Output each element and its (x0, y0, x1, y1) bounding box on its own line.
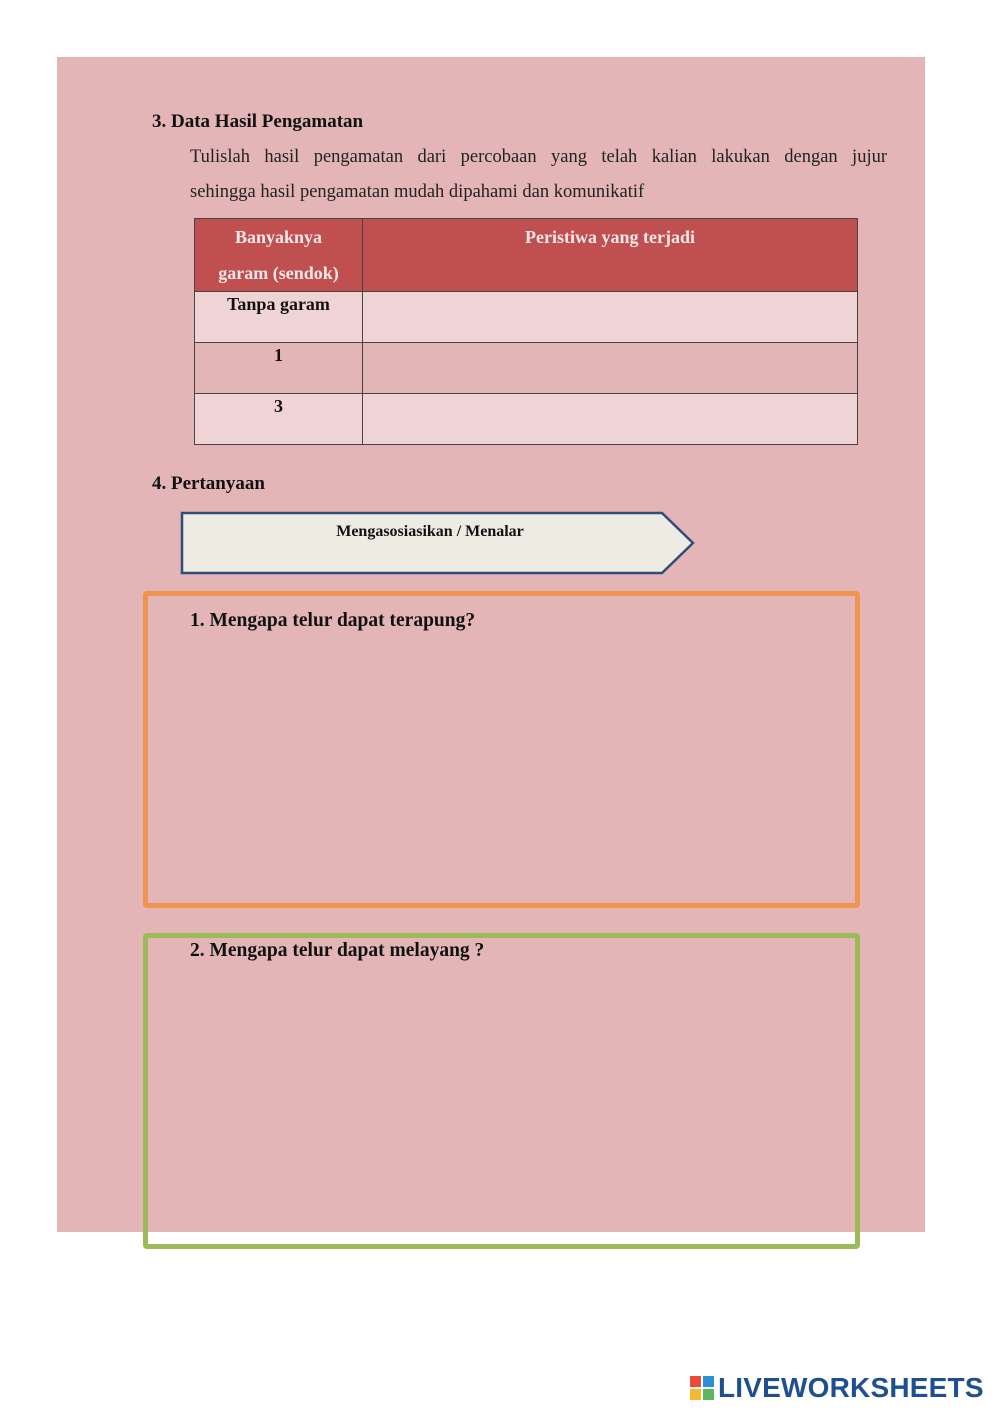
header-amount-line-1: Banyaknya (234, 227, 323, 247)
table-header-row (195, 219, 858, 292)
answer-box-2[interactable] (143, 933, 860, 1249)
instruction-line-2: sehingga hasil pengamatan mudah dipahami dan komunikatif (190, 182, 645, 202)
table-row (195, 343, 858, 394)
section-3-heading: 3. Data Hasil Pengamatan (152, 111, 364, 132)
liveworksheets-logo (690, 1371, 984, 1405)
banner-arrow-shape (180, 511, 696, 575)
answer-box-1[interactable] (143, 591, 860, 908)
table-row (195, 394, 858, 445)
section-4-heading: 4. Pertanyaan (152, 473, 265, 494)
header-amount (195, 219, 363, 292)
header-event: Peristiwa yang terjadi (363, 219, 858, 292)
event-answer-cell[interactable] (363, 292, 858, 343)
question-2: 2. Mengapa telur dapat melayang ? (190, 940, 485, 961)
event-answer-cell[interactable] (363, 343, 858, 394)
amount-cell: 1 (195, 343, 363, 394)
liveworksheets-logo-icon (690, 1376, 714, 1400)
liveworksheets-brand: LIVEWORKSHEETS (718, 1372, 984, 1403)
question-1: 1. Mengapa telur dapat terapung? (190, 610, 476, 631)
instruction-line-1: Tulislah hasil pengamatan dari percobaan yang telah kalian lakukan dengan jujur (190, 147, 887, 167)
amount-cell: Tanpa garam (195, 292, 363, 343)
header-amount-line-2: garam (sendok) (218, 263, 339, 283)
instruction-text (190, 140, 887, 210)
table-row (195, 292, 858, 343)
event-answer-cell[interactable] (363, 394, 858, 445)
amount-cell: 3 (195, 394, 363, 445)
observation-table (194, 218, 858, 445)
banner-label: Mengasosiasikan / Menalar (336, 523, 524, 540)
